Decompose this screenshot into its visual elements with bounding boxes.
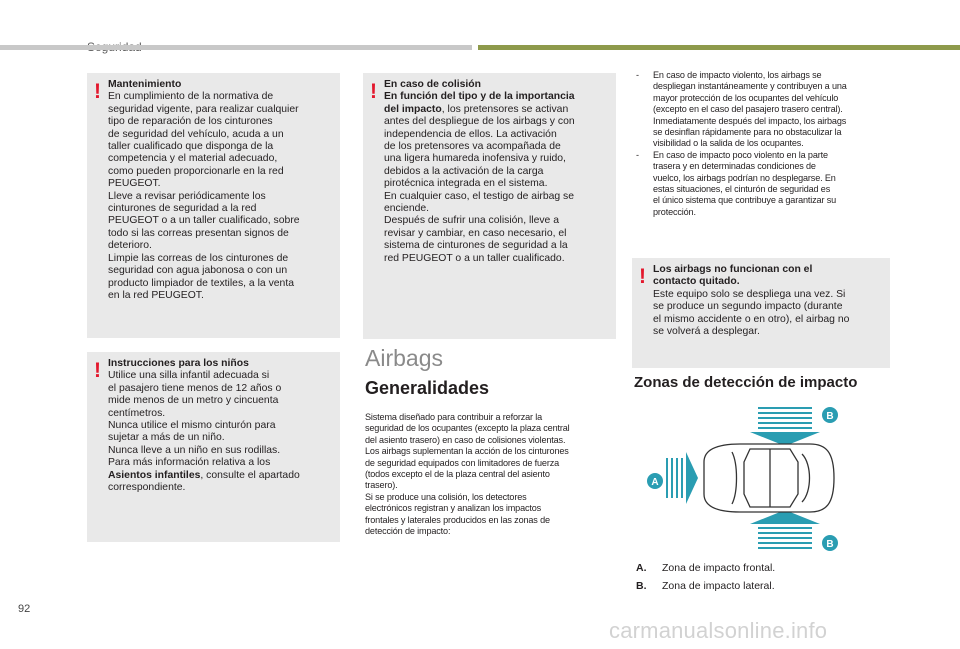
- svg-text:B: B: [826, 539, 834, 550]
- zone-a-badge: [647, 473, 663, 489]
- collision-text: En función del tipo y de la importancia del impacto, los pretensores se activan antes del despliegue de los airbags y con independencia de ellos. La activación de los pretensores va acompañada de una ligera humareda inofensiva y ruido, debidos a la activación de la carga pirotécnica integrada en el sistema. En cualquier caso, el testigo de airbag se enciende. Después de sufrir una colisión, lleve a revisar y cambiar, en caso necesario, el sistema de cinturones de seguridad a la red PEUGEOT o a un taller cualificado.: [384, 91, 575, 264]
- svg-text:A: A: [651, 477, 659, 488]
- airbags-off-text: Este equipo solo se despliega una vez. Si se produce un segundo impacto (durante el mismo accidente o en otro), el airbag no se volverá a desplegar.: [653, 288, 850, 338]
- impact-zones-heading: Zonas de detección de impacto: [634, 374, 858, 391]
- svg-text:B: B: [826, 411, 834, 422]
- warning-exclamation-icon: !: [94, 359, 101, 382]
- zone-b-badge-top: [822, 407, 838, 423]
- warning-exclamation-icon: !: [639, 265, 646, 288]
- children-text: Utilice una silla infantil adecuada si el pasajero tiene menos de 12 años o mide menos de un metro y cincuenta centímetros. Nunca utilice el mismo cinturón para sujetar a más de un niño. Nunca lleve a un niño en sus rodillas. Para más información relativa a los Asientos infantiles, consulte el apartado correspondiente.: [108, 370, 300, 494]
- front-impact-arrow: [666, 452, 698, 504]
- collision-warning-box: [363, 73, 616, 339]
- header-rule-gray: [0, 45, 472, 50]
- legend-zone-b: B. Zona de impacto lateral.: [636, 580, 775, 592]
- maintenance-warning-box: [87, 73, 340, 338]
- side-impact-arrow-top: [750, 407, 820, 446]
- maintenance-title: Mantenimiento: [108, 79, 182, 90]
- warning-exclamation-icon: !: [370, 80, 377, 103]
- legend-zone-a: A. Zona de impacto frontal.: [636, 562, 776, 574]
- collision-title: En caso de colisión: [384, 79, 482, 90]
- airbags-off-warning-box: [632, 258, 890, 368]
- maintenance-text: En cumplimiento de la normativa de seguridad vigente, para realizar cualquier tipo de reparación de los cinturones de seguridad del vehículo, acuda a un taller cualificado que disponga de la competencia y el material adecuado, como pueden proporcionarle en la red PEUGEOT. Lleve a revisar periódicamente los cinturones de seguridad a la red PEUGEOT o a un taller cualificado, sobre todo si las correas presentan signos de deterioro. Limpie las correas de los cinturones de seguridad con agua jabonosa o con un producto limpiador de textiles, a la venta en la red PEUGEOT.: [108, 91, 300, 301]
- watermark: carmanualsonline.info: [609, 618, 828, 643]
- car-top-view-icon: [704, 444, 834, 512]
- generalities-text: Sistema diseñado para contribuir a reforzar la seguridad de los ocupantes (excepto la plaza central del asiento trasero) en caso de colisiones violentas. Los airbags suplementan la acción de los cinturones de seguridad equipados con limitadores de fuerza (todos excepto el de la plaza central del asiento trasero). Si se produce una colisión, los detectores electrónicos registran y analizan los impactos frontales y laterales producidos en las zonas de detección de impacto:: [365, 412, 570, 537]
- airbags-heading: Airbags: [365, 345, 443, 371]
- list-item: - En caso de impacto violento, los airbags se despliegan instantáneamente y contribuyen a una mayor protección de los ocupantes del vehículo (excepto en el caso del pasajero trasero central). Inmediatamente después del impacto, los airbags se desinflan rápidamente para no obstaculizar la visibilidad o la salida de los ocupantes.: [636, 70, 847, 149]
- zone-b-badge-bottom: [822, 535, 838, 551]
- impact-zones-diagram: [640, 404, 840, 554]
- header-rule-green: [478, 45, 960, 50]
- warning-exclamation-icon: !: [94, 80, 101, 103]
- impact-behaviour-list: [636, 70, 892, 218]
- list-item: - En caso de impacto poco violento en la parte trasera y en determinadas condiciones de vuelco, los airbags podrían no desplegarse. En estas situaciones, el cinturón de seguridad es el único sistema que contribuye a garantizar su protección.: [636, 149, 837, 217]
- children-title: Instrucciones para los niños: [108, 358, 249, 369]
- child-seats-reference: Asientos infantiles: [108, 469, 201, 481]
- airbags-off-title: Los airbags no funcionan con el contacto quitado.: [653, 264, 813, 288]
- children-warning-box: [87, 352, 340, 542]
- generalities-heading: Generalidades: [365, 378, 490, 398]
- page-number: 92: [18, 603, 31, 615]
- side-impact-arrow-bottom: [750, 510, 820, 549]
